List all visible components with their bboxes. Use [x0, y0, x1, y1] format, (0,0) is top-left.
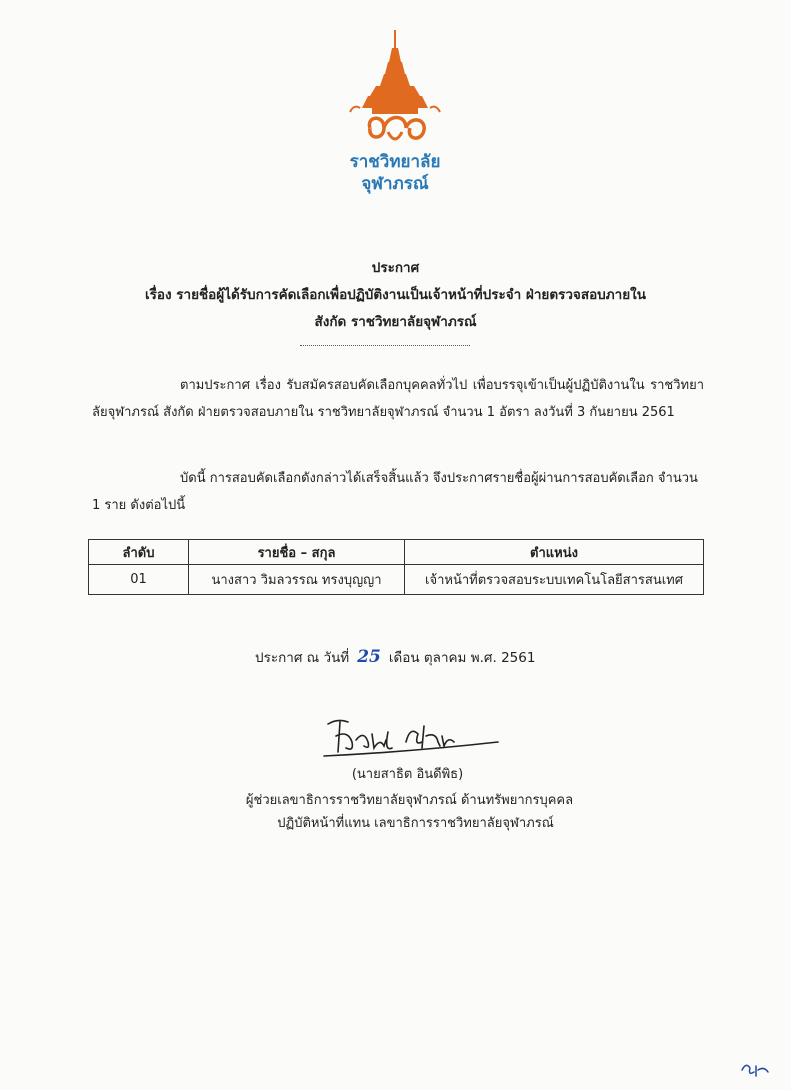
date-prefix: ประกาศ ณ วันที่ — [255, 650, 350, 666]
crown-emblem-icon — [340, 28, 450, 153]
table-row — [89, 565, 704, 595]
date-day-handwritten: 25 — [357, 647, 381, 667]
body-paragraph-1: ตามประกาศ เรื่อง รับสมัครสอบคัดเลือกบุคคลทั่วไป เพื่อบรรจุเข้าเป็นผู้ปฏิบัติงานใน ราชวิทยาลัยจุฬาภรณ์ สังกัด ฝ่ายตรวจสอบภายใน ราชวิทยาลัยจุฬาภรณ์ จำนวน 1 อัตรา ลงวันที่ 3 กันยายน 2561 — [92, 378, 704, 420]
handwritten-signature-icon — [318, 712, 508, 770]
column-header-order: ลำดับ — [89, 540, 189, 565]
column-header-position: ตำแหน่ง — [405, 540, 704, 565]
handwritten-initials-icon — [738, 1060, 772, 1080]
cell-name: นางสาว วิมลวรรณ ทรงบุญญา — [189, 565, 405, 595]
date-suffix: เดือน ตุลาคม พ.ศ. 2561 — [388, 650, 536, 666]
logo-text-line2: จุฬาภรณ์ — [361, 174, 429, 194]
college-logo — [340, 28, 450, 203]
signatory-position: ผู้ช่วยเลขาธิการราชวิทยาลัยจุฬาภรณ์ ด้านทรัพยากรบุคคล — [245, 793, 574, 808]
signatory-acting-role: ปฏิบัติหน้าที่แทน เลขาธิการราชวิทยาลัยจุฬาภรณ์ — [277, 816, 554, 831]
table-header-row — [89, 540, 704, 565]
announcement-date — [255, 646, 535, 668]
announcement-affiliation: สังกัด ราชวิทยาลัยจุฬาภรณ์ — [314, 314, 477, 330]
cell-order: 01 — [89, 565, 189, 595]
signatory-name: (นายสาธิต อินดีพิธ) — [351, 767, 464, 782]
announcement-title: ประกาศ — [371, 260, 420, 276]
announcement-subject: เรื่อง รายชื่อผู้ได้รับการคัดเลือกเพื่อปฏิบัติงานเป็นเจ้าหน้าที่ประจำ ฝ่ายตรวจสอบภายใน — [145, 287, 646, 303]
logo-text-line1: ราชวิทยาลัย — [349, 152, 441, 172]
dotted-divider — [300, 345, 470, 346]
cell-position: เจ้าหน้าที่ตรวจสอบระบบเทคโนโลยีสารสนเทศ — [405, 565, 704, 595]
body-paragraph-2: บัดนี้ การสอบคัดเลือกดังกล่าวได้เสร็จสิ้นแล้ว จึงประกาศรายชื่อผู้ผ่านการสอบคัดเลือก จำนวน 1 ราย ดังต่อไปนี้ — [92, 471, 698, 513]
result-table — [88, 539, 704, 595]
column-header-name: รายชื่อ – สกุล — [189, 540, 405, 565]
